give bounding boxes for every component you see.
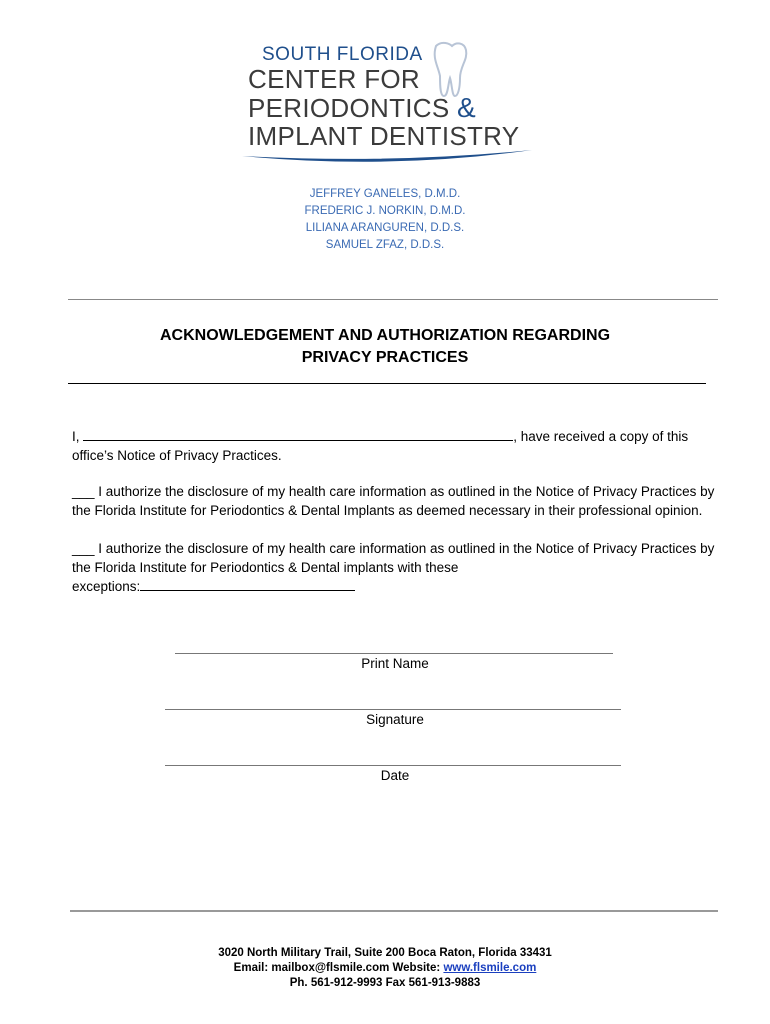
footer-phones: Ph. 561-912-9993 Fax 561-913-9883 (289, 977, 481, 989)
option-2-text: I authorize the disclosure of my health care information as outlined in the Notice of Privacy Practices by the Florida Institute for Periodontics & Dental implants with these (72, 541, 715, 575)
print-name-line[interactable] (175, 653, 613, 654)
doctor-name: LILIANA ARANGUREN, D.D.S. (305, 222, 465, 234)
footer-divider (70, 910, 718, 912)
footer-email: Email: mailbox@flsmile.com Website: (233, 962, 441, 974)
option-2-checkbox-blank[interactable]: ___ (72, 541, 95, 556)
doctor-name: JEFFREY GANELES, D.M.D. (309, 188, 461, 200)
exceptions-blank[interactable] (140, 578, 355, 591)
patient-name-blank[interactable] (83, 428, 513, 441)
exceptions-label: exceptions: (72, 579, 141, 594)
option-1-text: I authorize the disclosure of my health care information as outlined in the Notice of Privacy Practices by the Florida Institute for Periodontics & Dental Implants as deemed necessary in their professional opinion. (72, 484, 715, 518)
logo-ampersand: & (457, 92, 477, 123)
document-title (0, 325, 770, 369)
option-1-checkbox-blank[interactable]: ___ (72, 484, 95, 499)
signature-label: Signature (366, 712, 424, 727)
logo-swoosh (240, 148, 540, 168)
logo-line-3 (248, 94, 476, 122)
acknowledgement-start: I, (72, 429, 80, 444)
acknowledgement-paragraph (72, 427, 722, 465)
logo-line-2: CENTER FOR (248, 64, 420, 94)
authorization-option-2 (72, 539, 722, 596)
website-link[interactable]: www.flsmile.com (443, 962, 537, 974)
date-label: Date (380, 768, 410, 783)
signature-line[interactable] (165, 709, 621, 710)
header-divider (68, 299, 718, 300)
date-line[interactable] (165, 765, 621, 766)
footer-email-line (0, 961, 770, 976)
practice-logo (240, 40, 540, 170)
footer-contact (0, 946, 770, 991)
acknowledgement-end: , have received a copy of this office’s Notice of Privacy Practices. (72, 429, 689, 463)
doctor-list (0, 186, 770, 254)
footer-address: 3020 North Military Trail, Suite 200 Boca Raton, Florida 33431 (218, 947, 552, 959)
doctor-name: FREDERIC J. NORKIN, D.M.D. (304, 205, 466, 217)
print-name-label: Print Name (361, 656, 429, 671)
title-line-1: ACKNOWLEDGEMENT AND AUTHORIZATION REGARDING (159, 327, 611, 344)
logo-line-4: IMPLANT DENTISTRY (248, 121, 520, 151)
logo-line-3-text: PERIODONTICS (248, 93, 450, 123)
authorization-option-1 (72, 482, 722, 520)
tooth-icon (430, 40, 470, 100)
title-line-2: PRIVACY PRACTICES (301, 349, 469, 366)
doctor-name: SAMUEL ZFAZ, D.D.S. (325, 239, 445, 251)
logo-line-1: SOUTH FLORIDA (262, 44, 423, 65)
title-underline (68, 383, 706, 384)
